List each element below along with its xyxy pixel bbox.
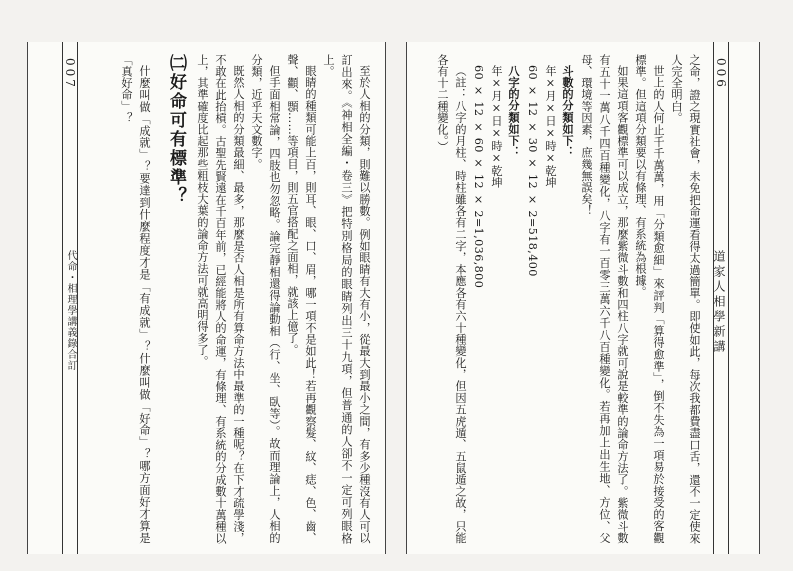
left-page: [27, 42, 386, 554]
right-page: [406, 42, 760, 554]
right-page-header-title: 道家人相學新講: [712, 250, 726, 355]
footnote: （註：八字的月柱、時柱雖各有二字，本應各有六十種變化，但因五虎遁、五鼠遁之故，只能各有十二種變化。）: [436, 54, 467, 544]
left-page-side-header: 代命・相理學講義錄合訂: [65, 250, 76, 371]
paragraph: 但手面相常論，四肢也勿忽略。論完靜相還得論動相（行、坐、臥等）。故而理論上，人相的分類，近乎天文數字。: [250, 54, 281, 544]
paragraph: 至於人相的分類，則難以勝數。例如眼睛有大有小，從最大到最小之間，有多少種沒有人可以訂出來。《神相全編・卷三》把特別格局的眼睛列出三十九項，但普通的人卻不一定可列眼格上。: [322, 54, 371, 544]
ziwei-formula-numbers: 60 × 12 × 30 × 12 × 2=518,400: [526, 65, 539, 277]
bazi-classification-label: 八字的分類如下：: [507, 65, 521, 158]
paragraph: 之命，證之現實社會，未免把命運看得太過簡單。即使如此，每次我都費盡口舌，還不一定使來人完全明白。: [670, 54, 701, 544]
ziwei-classification-label: 斗數的分類如下：: [561, 65, 575, 158]
left-page-body: [90, 54, 373, 544]
ziwei-formula-words: 年×月×日×時×乾坤: [544, 65, 557, 189]
right-page-body: [419, 54, 703, 544]
section-heading: ㈡好命可有標準？: [166, 54, 186, 206]
bazi-formula-words: 年×月×日×時×乾坤: [490, 65, 503, 189]
right-page-number: 006: [714, 58, 728, 90]
bazi-formula-numbers: 60 × 12 × 60 × 12 × 2=1,036,800: [472, 65, 485, 289]
paragraph: 如果這項客觀標準可以成立，那麼紫微斗數和四柱八字就可說是較準的論命方法了。紫微斗數有五十一萬八千四百種變化，八字有一百零三萬六千八百種變化。若再加上出生地、方位、父母、環境等因素，庶幾無誤矣！: [580, 54, 629, 544]
left-page-number: 007: [63, 58, 77, 90]
paragraph: 既然人相的分類最細、最多，那麼是否人相是所有算命方法中最準的一種呢？在下才疏學淺，不敢在此抬槓。古聖先賢遠在千百年前，已經能將人的命運，有條理、有系統的分成數十萬種以上，其準確度比起那些粗枝大葉的論命方法可就高明得多了。: [196, 54, 245, 544]
paragraph: 眼睛的種類可能上百，則耳、眼、口、眉，哪一項不是如此！若再觀察髮、紋、痣、色、齒、聲、顴、顋……等項目，則五官搭配之面相，就該上億了。: [286, 54, 317, 544]
paragraph: 世上的人何止千千萬萬，用「分類愈細」來評判「算得愈準」，倒不失為一項易於接受的客觀標準。但這項分類要以有條理、有系統為根據。: [634, 54, 665, 544]
paragraph: 什麼叫做「成就」？要達到什麼程度才是「有成就」？什麼叫做「好命」？哪方面好才算是「真好命」？: [120, 54, 151, 544]
